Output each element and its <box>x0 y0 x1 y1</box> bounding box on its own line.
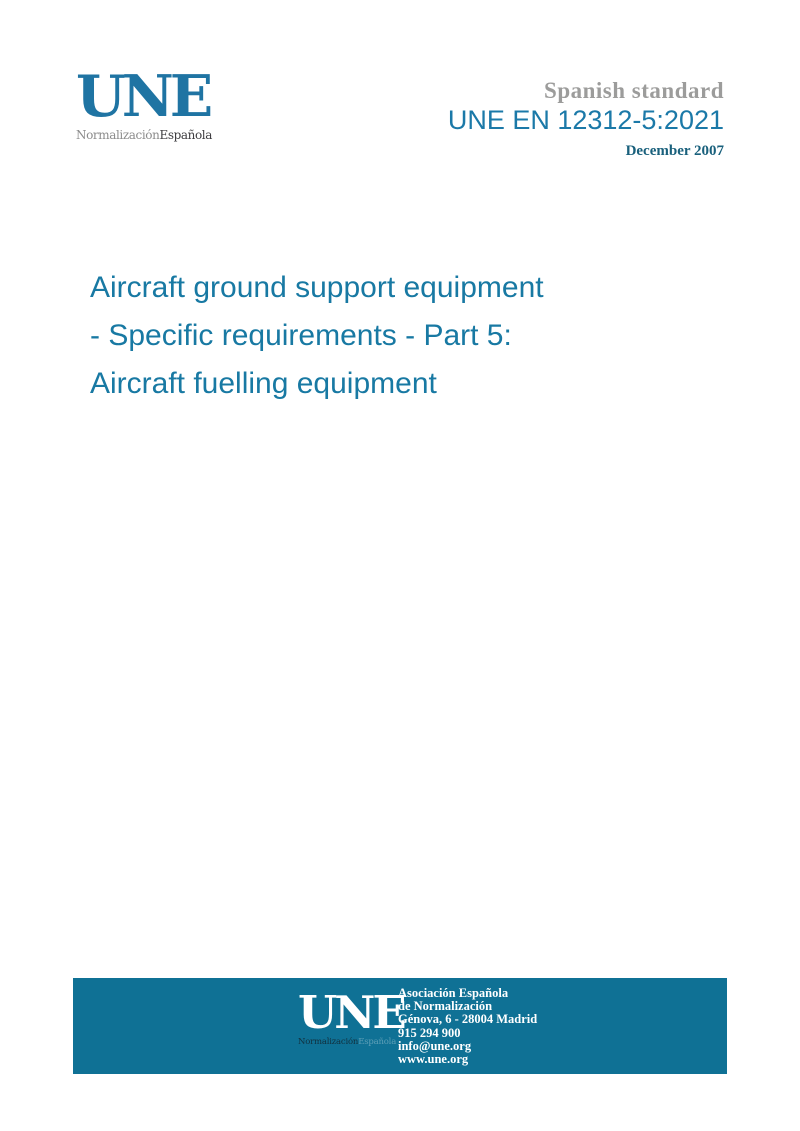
footer-une-logo <box>298 986 404 1047</box>
footer-address-line-street: Génova, 6 - 28004 Madrid <box>398 1012 538 1027</box>
footer-address-line-website: www.une.org <box>398 1052 469 1067</box>
footer-bar <box>73 978 727 1074</box>
logo-tagline-normalizacion: Normalización <box>76 128 160 142</box>
document-title <box>90 264 544 408</box>
footer-une-logotype: UNE <box>298 986 404 1039</box>
une-logo <box>76 63 212 142</box>
footer-address-line-phone: 915 294 900 <box>398 1025 461 1040</box>
footer-address-line-org-1: Asociación Española <box>398 986 509 1000</box>
standard-header <box>448 78 724 160</box>
footer-address-line-email: info@une.org <box>398 1038 472 1053</box>
une-logo-tagline <box>76 128 212 142</box>
une-logotype: UNE <box>76 63 210 130</box>
footer-une-logo-tagline <box>298 1037 404 1047</box>
standard-code: UNE EN 12312-5:2021 <box>447 105 724 136</box>
logo-tagline-espanola: Española <box>159 128 212 142</box>
title-line-2: - Specific requirements - Part 5: <box>90 319 512 352</box>
standard-type-label: Spanish standard <box>544 78 724 103</box>
footer-address-line-org-2: de Normalización <box>398 999 493 1014</box>
footer-logo-tagline-normalizacion: Normalización <box>298 1037 359 1047</box>
title-line-1: Aircraft ground support equipment <box>90 271 544 304</box>
footer-logo-tagline-espanola: Española <box>358 1037 397 1047</box>
standard-date: December 2007 <box>625 143 724 160</box>
title-line-3: Aircraft fuelling equipment <box>90 367 437 400</box>
footer-address-block <box>398 987 537 1066</box>
